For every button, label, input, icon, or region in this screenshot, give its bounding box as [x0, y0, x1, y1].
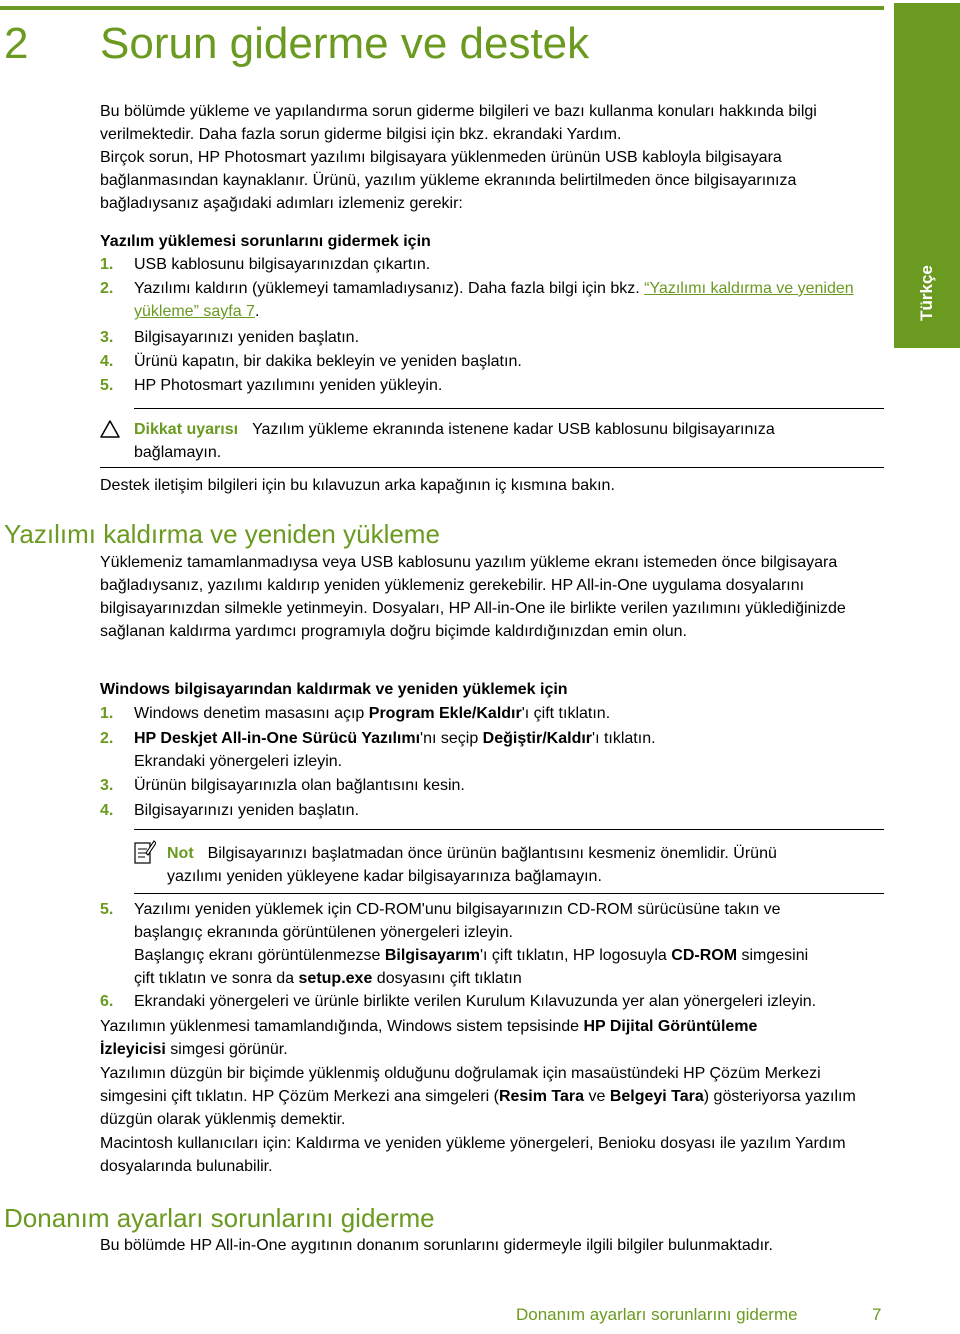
step-text: Ürünü kapatın, bir dakika bekleyin ve yeniden başlatın. [134, 353, 522, 370]
language-side-tab [894, 3, 960, 348]
step-text [134, 702, 890, 725]
step-text: Bilgisayarınızı yeniden başlatın. [134, 329, 360, 346]
post-install-paragraph-1 [100, 1015, 890, 1061]
link-title: “Yazılımı kaldırma ve yeniden yükleme” [134, 280, 854, 320]
step-text-bold: CD-ROM [671, 947, 738, 964]
text-bold: HP Dijital Görüntüleme [583, 1018, 758, 1035]
step-text-part: 'ı çift tıklatın. [521, 705, 611, 722]
step-text-part: dosyasını çift tıklatın [372, 970, 522, 987]
chapter-title-text: Sorun giderme ve destek [100, 19, 590, 68]
step-text: HP Photosmart yazılımını yeniden yükleyin. [134, 377, 443, 394]
post-install-paragraph-2 [100, 1062, 890, 1131]
note-label: Not [167, 845, 194, 862]
note-top-rule [134, 829, 884, 830]
step-text [134, 277, 890, 323]
uninstall-paragraph: Yüklemeniz tamamlanmadıysa veya USB kablosunu yazılım yükleme ekranı istemeden önce bilgisayara bağladıysanız, yazılımı kaldırıp yeniden yüklemeniz gerekebilir. HP All-in-One uygulama dosyalarını bilgisayarınızdan silmekle yetinmeyin. Dosyaları, HP All-in-One ile birlikte verilen yazılımını yüklediğinizde sağlanan kaldırma yardımcı programıyla doğru biçimde kaldırdığınızdan emin olun. [100, 554, 846, 640]
step-text-bold: Değiştir/Kaldır [482, 730, 593, 747]
step-text-line2: Ekrandaki yönergeleri izleyin. [134, 753, 343, 770]
text-bold: Resim Tara [498, 1088, 585, 1105]
caution-top-rule [134, 408, 884, 409]
note-line-1 [167, 842, 887, 865]
step-text [134, 727, 890, 773]
step-text-part: 'nı seçip [420, 730, 483, 747]
step-text: Ekrandaki yönergeleri ve ürünle birlikte verilen Kurulum Kılavuzunda yer alan yönergeleri izleyin. [134, 993, 817, 1010]
step-number: 1. [100, 256, 114, 273]
step-text-part: Başlangıç ekranı görüntülenmezse [134, 947, 385, 964]
text-part: ) gösteriyorsa yazılım düzgün olarak yüklenmiş demektir. [100, 1088, 856, 1128]
mac-paragraph: Macintosh kullanıcıları için: Kaldırma ve yeniden yükleme yönergeleri, Benioku dosyası ile yazılım Yardım dosyalarında bulunabilir. [100, 1135, 846, 1175]
step-text-part: 'ı tıklatın. [592, 730, 656, 747]
warning-triangle-icon [100, 420, 120, 438]
text-bold: İzleyicisi [100, 1041, 166, 1058]
step-number: 2. [100, 730, 114, 747]
link-page: sayfa 7 [198, 303, 255, 320]
step-text-line: başlangıç ekranında görüntülenen yönergeleri izleyin. [134, 924, 513, 941]
top-rule [0, 6, 884, 10]
procedure-heading: Yazılım yüklemesi sorunlarını gidermek için [100, 233, 431, 250]
step-text-part: simgesini [737, 947, 809, 964]
hardware-paragraph: Bu bölümde HP All-in-One aygıtının donanım sorunlarını gidermeyle ilgili bilgiler bulunmaktadır. [100, 1237, 773, 1254]
step-number: 3. [100, 777, 114, 794]
chapter-title [4, 16, 589, 72]
step-number: 4. [100, 353, 114, 370]
text-part: Yazılımın yüklenmesi tamamlandığında, Windows sistem tepsisinde [100, 1018, 584, 1035]
note-text: Bilgisayarınızı başlatmadan önce ürünün bağlantısını kesmeniz önemlidir. Ürünü [207, 845, 777, 862]
footer-page-number: 7 [872, 1305, 882, 1324]
note-text-2: yazılımı yeniden yükleyene kadar bilgisayarınıza bağlamayın. [167, 868, 602, 885]
step-text-part: Yazılımı kaldırın (yüklemeyi tamamladıysanız). Daha fazla bilgi için bkz. [134, 280, 645, 297]
text-part: ve [584, 1088, 610, 1105]
step-text-line: Yazılımı yeniden yüklemek için CD-ROM'unu bilgisayarınızın CD-ROM sürücüsüne takın ve [134, 901, 781, 918]
section-title-uninstall: Yazılımı kaldırma ve yeniden yükleme [4, 519, 440, 549]
step-text-part: çift tıklatın ve sonra da [134, 970, 299, 987]
step-number: 3. [100, 329, 114, 346]
step-number: 6. [100, 993, 114, 1010]
step-text-bold: Bilgisayarım [384, 947, 480, 964]
step-text-bold: HP Deskjet All-in-One Sürücü Yazılımı [134, 730, 421, 747]
step-text-bold: Program Ekle/Kaldır [368, 705, 522, 722]
caution-line-1 [134, 418, 890, 441]
chapter-number: 2 [4, 19, 29, 68]
language-tab-label: Türkçe [917, 265, 936, 321]
note-pencil-icon [134, 839, 156, 865]
footer-section-title: Donanım ayarları sorunlarını giderme [516, 1305, 798, 1324]
step-text [134, 898, 890, 990]
step-text: USB kablosunu bilgisayarınızdan çıkartın. [134, 256, 431, 273]
step-text: Bilgisayarınızı yeniden başlatın. [134, 802, 360, 819]
step-text-bold: setup.exe [298, 970, 373, 987]
intro-paragraph-1: Bu bölümde yükleme ve yapılandırma sorun giderme bilgileri ve bazı kullanma konuları hakkında bilgi verilmektedir. Daha fazla sorun giderme bilgisi için bkz. ekrandaki Yardım. [100, 103, 817, 143]
caution-label: Dikkat uyarısı [134, 421, 239, 438]
step-text-end: . [254, 303, 260, 320]
text-part: simgesi görünür. [165, 1041, 288, 1058]
caution-bottom-rule [100, 467, 884, 468]
step-number: 5. [100, 901, 114, 918]
step-text: Ürünün bilgisayarınızla olan bağlantısını kesin. [134, 777, 465, 794]
text-part: Yazılımın düzgün bir biçimde yüklenmiş olduğunu doğrulamak için masaüstündeki HP Çözüm Merkezi simgesini çift tıklatın. HP Çözüm Merkezi ana simgeleri ( [100, 1065, 821, 1105]
caution-text-2: bağlamayın. [134, 444, 222, 461]
step-number: 1. [100, 705, 114, 722]
section-title-hardware: Donanım ayarları sorunlarını giderme [4, 1203, 435, 1233]
intro-paragraph-2: Birçok sorun, HP Photosmart yazılımı bilgisayara yüklenmeden ürünün USB kabloyla bilgisayara bağlanmasından kaynaklanır. Ürünü, yazılım yükleme ekranında belirtilmeden önce bilgisayarınıza bağladıysanız aşağıdaki adımları izlemeniz gerekir: [100, 149, 797, 212]
support-text: Destek iletişim bilgileri için bu kılavuzun arka kapağının iç kısmına bakın. [100, 477, 615, 494]
step-text-part: Windows denetim masasını açıp [134, 705, 369, 722]
caution-text: Yazılım yükleme ekranında istenene kadar USB kablosunu bilgisayarınıza [252, 421, 775, 438]
step-text-part: 'ı çift tıklatın, HP logosuyla [479, 947, 672, 964]
note-bottom-rule [134, 893, 884, 894]
step-number: 2. [100, 280, 114, 297]
windows-procedure-heading: Windows bilgisayarından kaldırmak ve yeniden yüklemek için [100, 681, 568, 698]
text-bold: Belgeyi Tara [609, 1088, 704, 1105]
step-number: 4. [100, 802, 114, 819]
step-number: 5. [100, 377, 114, 394]
